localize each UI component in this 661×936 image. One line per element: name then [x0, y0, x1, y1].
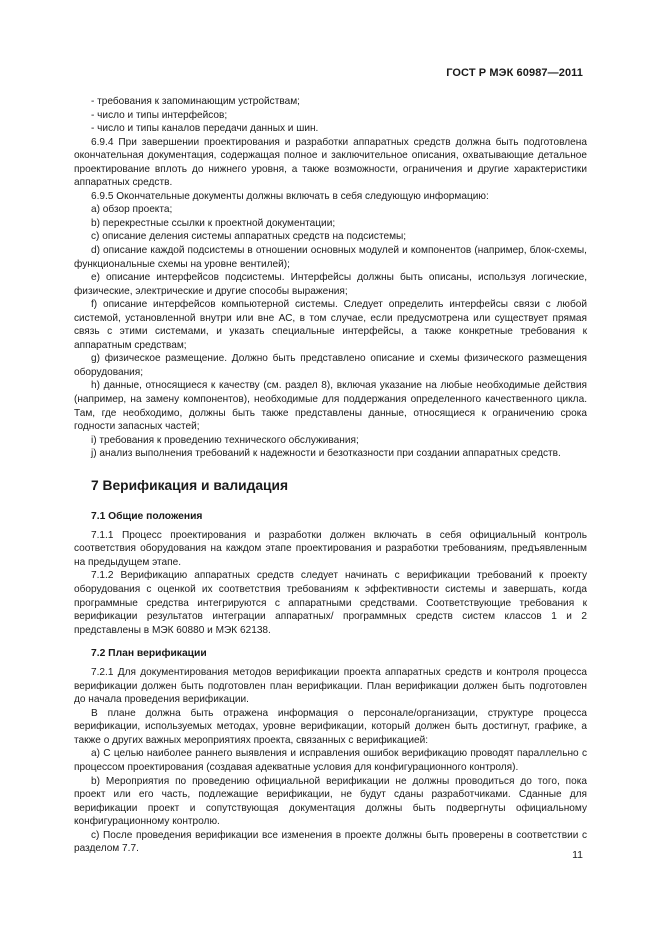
list-item: - требования к запоминающим устройствам; — [91, 96, 300, 107]
paragraph-7-1-1: 7.1.1 Процесс проектирования и разработки должен включать в себя официальный контроль соответствия оборудования на каждом этапе проектирования и разработки требованиям, предъявленным на предыдущем этапе. — [74, 529, 587, 568]
list-item-i: i) требования к проведению технического обслуживания; — [91, 434, 359, 446]
paragraph-7-2-1: 7.2.1 Для документирования методов верификации проекта аппаратных средств и контроля процесса верификации должен быть подготовлен план верификации. План верификации должен быть подготовлен до начала проведения верификации. — [74, 667, 587, 706]
list-item-b: b) перекрестные ссылки к проектной документации; — [91, 217, 336, 229]
list-item-h: h) данные, относящиеся к качеству (см. раздел 8), включая указание на любые необходимые действия (например, на замену компонентов), необходимые для поддержания определенного качественного цикла. Там, где необходимо, должны быть также представлены данные, относящиеся к ограничению срока годности запасных частей; — [74, 380, 587, 433]
list-item: - число и типы интерфейсов; — [91, 109, 228, 121]
list-item-c: c) После проведения верификации все изменения в проекте должны быть проверены в соответствии с разделом 7.7. — [74, 829, 587, 855]
list-item: - число и типы каналов передачи данных и шин. — [91, 123, 319, 135]
page-number: 11 — [572, 849, 583, 861]
list-item-g: g) физическое размещение. Должно быть представлено описание и схемы физического размещения оборудования; — [74, 353, 587, 378]
list-item-e: e) описание интерфейсов подсистемы. Интерфейсы должны быть описаны, используя логические, физические, электрические и другие способы выражения; — [74, 272, 587, 297]
list-item-c: c) описание деления системы аппаратных средств на подсистемы; — [91, 231, 407, 243]
list-item-a: a) обзор проекта; — [91, 204, 173, 216]
section-7-heading: 7 Верификация и валидация — [91, 477, 289, 493]
list-item-b: b) Мероприятия по проведению официальной верификации не должны проводиться до того, пока проект или его часть, подлежащие верификации, не будут сданы разработчиками. Сданные для верификации проект и сопутствующая документация должны быть подвергнуты официальному конфигурационному контролю. — [74, 775, 587, 828]
document-header: ГОСТ Р МЭК 60987—2011 — [446, 67, 583, 79]
paragraph-6-9-5: 6.9.5 Окончательные документы должны включать в себя следующую информацию: — [91, 190, 489, 202]
paragraph-6-9-4: 6.9.4 При завершении проектирования и разработки аппаратных средств должна быть подготовлена окончательная документация, содержащая полное и заключительное описания, охватывающие детальное проектирование вплоть до нижнего уровня, а также возможности, ограничения и другие характеристики аппаратных средств. — [74, 136, 587, 189]
section-7-2-heading: 7.2 План верификации — [91, 648, 207, 660]
paragraph-7-1-2: 7.1.2 Верификацию аппаратных средств следует начинать с верификации требований к проекту оборудования с оценкой их соответствия требованиям к эффективности системы и завершать, когда программные средства интегрируются с аппаратными средствами. Соответствующие требования к верификации результатов интеграции аппаратных/ программных средств систем классов 1 и 2 представлены в МЭК 60880 и МЭК 62138. — [74, 570, 587, 636]
list-item-a: a) С целью наиболее раннего выявления и исправления ошибок верификацию проводят параллельно с процессом проектирования (создавая адекватные условия для конфигурационного контроля). — [74, 748, 587, 773]
list-item-j: j) анализ выполнения требований к надежности и безотказности при создании аппаратных средств. — [91, 448, 561, 460]
list-item-f: f) описание интерфейсов компьютерной системы. Следует определить интерфейсы связи с любой системой, установленной внутри или вне АС, в том случае, если предусмотрена или существует прямая связь с этими системами, и указать специальные интерфейсы, а также конкретные требования к аппаратным средствам; — [74, 299, 587, 351]
document-body — [74, 95, 587, 856]
paragraph-plan-content: В плане должна быть отражена информация о персонале/организации, структуре процесса верификации, используемых методах, уровне верификации, который должен быть достигнут, графике, а также о других важных мероприятиях проекта, связанных с верификацией: — [74, 707, 587, 746]
list-item-d: d) описание каждой подсистемы в отношении основных модулей и компонентов (например, блок-схемы, функциональные схемы на уровне вентилей); — [74, 245, 587, 270]
section-7-1-heading: 7.1 Общие положения — [91, 510, 203, 522]
